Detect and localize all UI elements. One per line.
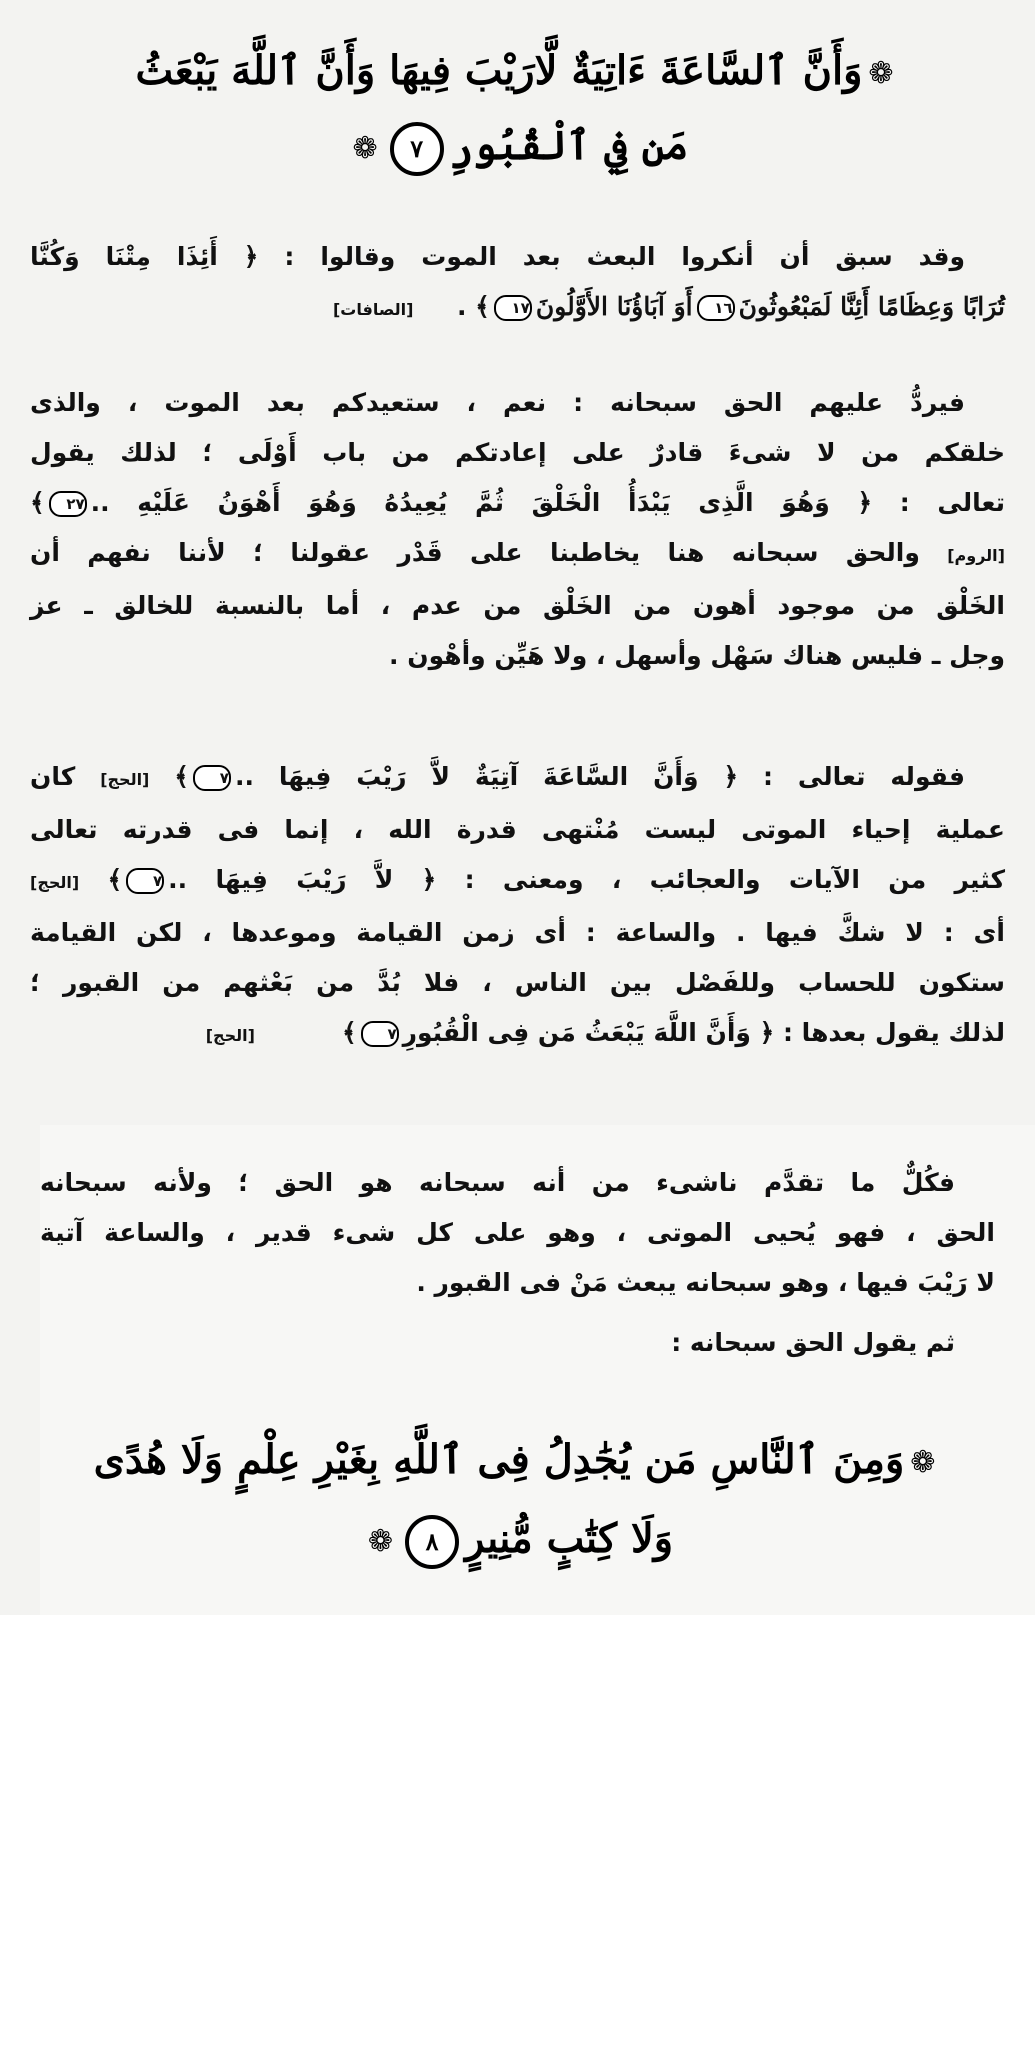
verse-8-text-2: وَلَا كِتَٰبٍ مُّنِيرٍ	[465, 1515, 674, 1562]
paragraph-4	[40, 1158, 995, 1308]
verse-8-text-1: وَمِنَ ٱلنَّاسِ مَن يُجَٰدِلُ فِى ٱللَّهِ بِغَيْرِ عِلْمٍ وَلَا هُدًى	[93, 1436, 905, 1483]
p2-quote-close: ﴾	[30, 488, 45, 517]
p1-quote-b: أَوَ آبَاؤُنَا الأَوَّلُونَ	[535, 292, 693, 321]
p1-quote-close: ﴾ .	[456, 292, 490, 321]
paragraph-1	[30, 232, 1005, 335]
verse-heading-7	[0, 38, 1035, 188]
ayah-number-7: ٧	[390, 122, 444, 176]
p3-quote-2: كثير من الآيات والعجائب ، ومعنى : ﴿ لاَّ رَيْبَ فِيهَا ..	[168, 865, 1005, 894]
p3-quote-2-close: ﴾	[107, 865, 123, 894]
verse-8-line-2	[0, 1501, 1035, 1580]
source-hajj-3: [الحج]	[205, 1026, 255, 1045]
p2-line-3	[30, 478, 1005, 528]
ayah-number-7c: ٧	[361, 1021, 399, 1047]
p3-line-5-text: ستكون للحساب وللفَصْل بين الناس ، فلا بُدَّ من بَعْثهم من القبور ؛	[30, 968, 1005, 997]
ayah-number-16: ١٦	[697, 295, 735, 321]
p5-line-1	[40, 1318, 995, 1368]
verse-heading-8	[0, 1422, 1035, 1580]
ayah-number-7b: ٧	[126, 868, 164, 894]
p3-line-3	[30, 855, 1005, 908]
p3-line-4	[30, 908, 1005, 958]
ayah-number-8: ٨	[405, 1515, 459, 1569]
p5-line-1-text: ثم يقول الحق سبحانه :	[671, 1328, 955, 1357]
p4-line-3	[40, 1258, 995, 1308]
ayah-number-27: ٢٧	[49, 491, 87, 517]
p4-line-3-text: لا رَيْبَ فيها ، وهو سبحانه يبعث مَنْ فى القبور .	[416, 1268, 995, 1297]
p3-line-4-text: أى : لا شكَّ فيها . والساعة : أى زمن القيامة وموعدها ، لكن القيامة	[30, 918, 1005, 947]
ayah-number-7a: ٧	[193, 765, 231, 791]
verse-8-line-1	[0, 1422, 1035, 1501]
source-hajj-2: [الحج]	[30, 873, 80, 892]
ornament-open-icon: ❁	[910, 1445, 936, 1480]
p3-quote-3: لذلك يقول بعدها : ﴿ وَأَنَّ اللَّهَ يَبْعَثُ مَن فِى الْقُبُورِ	[402, 1018, 1005, 1047]
p2-line-5	[30, 581, 1005, 631]
p3-line-1	[30, 752, 1005, 805]
verse-7-line-2	[0, 107, 1035, 188]
paragraph-2	[30, 378, 1005, 681]
verse-7-text-2: مَن فِي ٱلْقُبُورِ	[449, 122, 689, 169]
p4-line-2	[40, 1208, 995, 1258]
p2-line-4	[30, 528, 1005, 581]
source-saffat: [الصافات]	[332, 300, 414, 319]
p3-line-1-end: كان	[30, 762, 76, 791]
p2-quote: تعالى : ﴿ وَهُوَ الَّذِى يَبْدَأُ الْخَلْقَ ثُمَّ يُعِيدُهُ وَهُوَ أَهْوَنُ عَلَيْهِ ..	[90, 488, 1005, 517]
source-hajj-1: [الحج]	[100, 770, 150, 789]
p4-line-1-text: فكُلٌّ ما تقدَّم ناشىء من أنه سبحانه هو الحق ؛ ولأنه سبحانه	[40, 1168, 955, 1197]
p3-quote-1-close: ﴾	[174, 762, 189, 791]
p2-line-6	[30, 631, 1005, 681]
ornament-close-icon: ❁	[352, 131, 378, 166]
p2-line-6-text: وجل ـ فليس هناك سَهْل وأسهل ، ولا هَيِّن وأهْون .	[389, 641, 1005, 670]
p3-line-6	[30, 1008, 1005, 1061]
ayah-number-17: ١٧	[494, 295, 532, 321]
p2-line-5-text: الخَلْق من موجود أهون من الخَلْق من عدم ، أما بالنسبة للخالق ـ عز	[30, 591, 1005, 620]
p1-line-1	[30, 232, 1005, 282]
verse-7-text-1: وَأَنَّ ٱلسَّاعَةَ ءَاتِيَةٌ لَّارَيْبَ فِيهَا وَأَنَّ ٱللَّهَ يَبْعَثُ	[135, 47, 863, 94]
p1-line-2	[30, 282, 1005, 335]
paragraph-5	[40, 1318, 995, 1368]
p2-line-4-text: والحق سبحانه هنا يخاطبنا على قَدْر عقولنا ؛ لأننا نفهم أن	[30, 538, 920, 567]
ornament-open-icon: ❁	[868, 56, 894, 91]
p4-line-1	[40, 1158, 995, 1208]
p2-line-1-text: فيردُّ عليهم الحق سبحانه : نعم ، ستعيدكم بعد الموت ، والذى	[30, 388, 965, 417]
verse-7-line-1	[0, 38, 1035, 107]
p3-quote-1: فقوله تعالى : ﴿ وَأَنَّ السَّاعَةَ آتِيَةٌ لاَّ رَيْبَ فِيهَا ..	[234, 762, 965, 791]
p3-line-2	[30, 805, 1005, 855]
p1-quote-a: تُرَابًا وَعِظَامًا أَئِنَّا لَمَبْعُوثُونَ	[738, 292, 1005, 321]
p3-quote-3-close: ﴾	[341, 1018, 357, 1047]
ornament-close-icon: ❁	[367, 1524, 394, 1559]
paragraph-3	[30, 752, 1005, 1061]
p3-line-2-text: عملية إحياء الموتى ليست مُنْتهى قدرة الله ، إنما فى قدرته تعالى	[30, 815, 1005, 844]
p2-line-2	[30, 428, 1005, 478]
p2-line-2-text: خلقكم من لا شىءَ قادرٌ على إعادتكم من باب أَوْلَى ؛ لذلك يقول	[30, 438, 1005, 467]
p4-line-2-text: الحق ، فهو يُحيى الموتى ، وهو على كل شىء قدير ، والساعة آتية	[40, 1218, 995, 1247]
p2-line-1	[30, 378, 1005, 428]
source-rum: [الروم]	[947, 546, 1005, 565]
p3-line-5	[30, 958, 1005, 1008]
p1-line-1-text: وقد سبق أن أنكروا البعث بعد الموت وقالوا : ﴿ أَئِذَا مِتْنَا وَكُنَّا	[30, 242, 965, 271]
